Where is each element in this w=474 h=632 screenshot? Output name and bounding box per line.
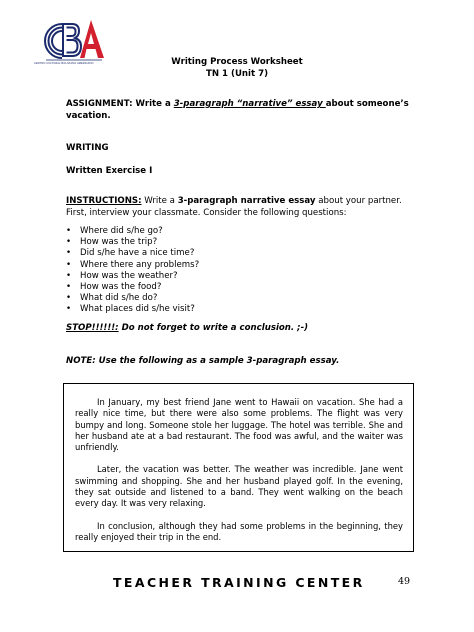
- assignment: [66, 98, 426, 122]
- worksheet-title: Writing Process Worksheet: [171, 57, 303, 67]
- footer-title: TEACHER TRAINING CENTER: [113, 575, 365, 590]
- list-item: • Where there any problems?: [66, 259, 200, 270]
- instructions-pre: Write a: [141, 196, 178, 206]
- logo-caption: CENTRO CULTURAL BOLIVIANO AMERICANO: [34, 62, 94, 65]
- instructions-label: INSTRUCTIONS:: [66, 196, 142, 206]
- list-item: • How was the trip?: [66, 237, 158, 248]
- bullet-icon: •: [66, 259, 72, 270]
- instructions: [66, 195, 426, 219]
- list-item: • How was the food?: [66, 281, 162, 292]
- bullet-icon: •: [66, 237, 72, 248]
- worksheet-subtitle: TN 1 (Unit 7): [206, 69, 268, 79]
- assignment-post: about someone’s: [325, 99, 409, 109]
- assignment-label: ASSIGNMENT:: [66, 99, 133, 109]
- sample-essay-box: [63, 383, 414, 552]
- instructions-post: about your partner.: [315, 196, 402, 206]
- section-heading: WRITING: [66, 143, 109, 153]
- bullet-icon: •: [66, 270, 72, 281]
- note: NOTE: Use the following as a sample 3-paragraph essay.: [66, 356, 340, 366]
- exercise-heading: Written Exercise I: [66, 166, 153, 176]
- instructions-line2: First, interview your classmate. Consider the following questions:: [66, 208, 347, 218]
- assignment-essay-type: 3-paragraph “narrative” essay: [173, 99, 326, 109]
- assignment-pre: Write a: [132, 99, 174, 109]
- bullet-icon: •: [66, 226, 72, 236]
- stop-reminder: [66, 322, 426, 334]
- page-number: 49: [398, 576, 411, 587]
- list-item: • What places did s/he visit?: [66, 304, 195, 315]
- essay-paragraph: In January, my best friend Jane went to Hawaii on vacation. She had a really nice time, but there were also some problems. The flight was very bumpy and long. Someone stole her luggage. The hotel was terrible. She and her husband ate at a bad restaurant. The food was awful, and the waiter was unfriendly.: [75, 397, 403, 453]
- list-item: • What did s/he do?: [66, 293, 158, 304]
- list-item: • How was the weather?: [66, 270, 178, 281]
- list-item: • Did s/he have a nice time?: [66, 248, 195, 259]
- instructions-essay-type: 3-paragraph narrative essay: [177, 196, 316, 206]
- list-item: • Where did s/he go?: [66, 226, 163, 236]
- stop-label: STOP!!!!!!:: [66, 323, 119, 333]
- question-list: [66, 226, 199, 316]
- bullet-icon: •: [66, 293, 72, 304]
- assignment-line2: vacation.: [66, 111, 111, 121]
- bullet-icon: •: [66, 248, 72, 259]
- essay-paragraph: Later, the vacation was better. The weather was incredible. Jane went swimming and shopping. She and her husband played golf. In the evening, they sat outside and listened to a band. They went walking on the beach every day. It was very relaxing.: [75, 464, 403, 509]
- essay-paragraph: In conclusion, although they had some problems in the beginning, they really enjoyed their trip in the end.: [75, 520, 403, 542]
- bullet-icon: •: [66, 304, 72, 315]
- stop-text: Do not forget to write a conclusion. ;-): [118, 323, 309, 333]
- bullet-icon: •: [66, 281, 72, 292]
